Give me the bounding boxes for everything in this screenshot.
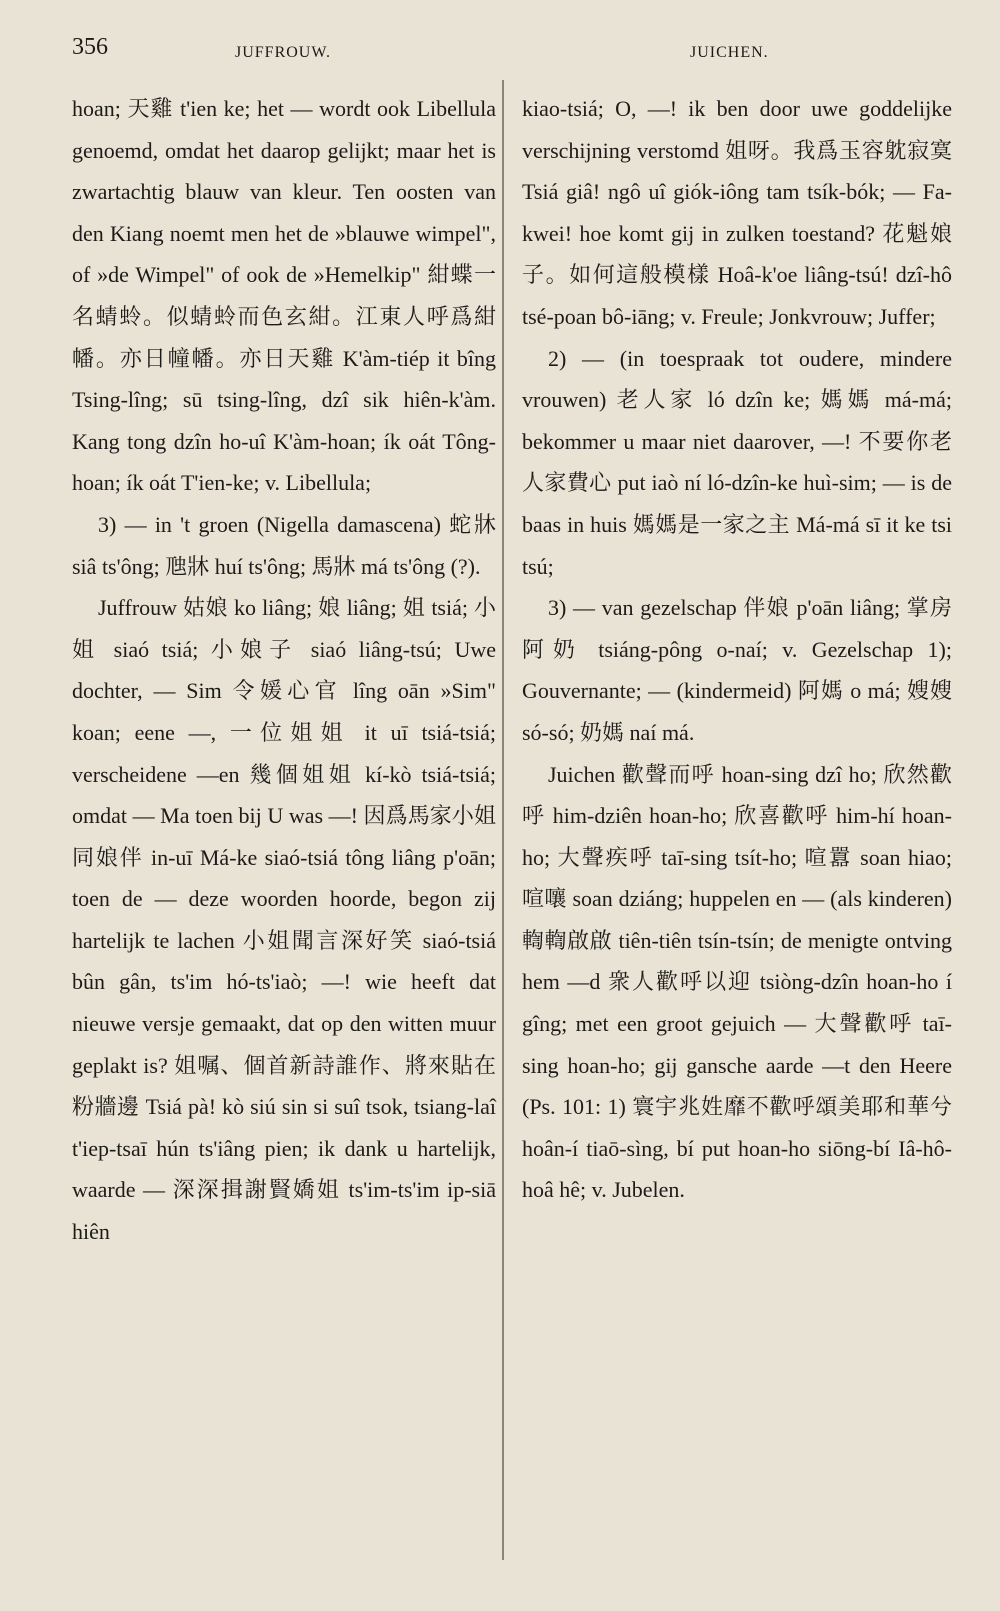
column-divider: [502, 80, 504, 1560]
left-column: [72, 88, 496, 1253]
entry-juffrouw: Juffrouw 姑娘 ko liâng; 娘 liâng; 姐 tsiá; 小姐 siaó tsiá; 小娘子 siaó liâng-tsú; Uwe dochter, — Sim 令媛心官 lîng oān »Sim" koan; eene —, 一位姐姐 it uī tsiá-tsiá; verscheidene —en 幾個姐姐 kí-kò tsiá-tsiá; omdat — Ma toen bij U was —! 因爲馬家小姐同娘伴 in-uī Má-ke siaó-tsiá tông liâng p'oān; toen de — deze woorden hoorde, begon zij hartelijk te lachen 小姐聞言深好笑 siaó-tsiá bûn gân, ts'im hó-ts'iaò; —! wie heeft dat nieuwe versje gemaakt, dat op den witten muur geplakt is? 姐嘱、個首新詩誰作、將來貼在粉牆邊 Tsiá pà! kò siú sin si suî tsok, tsiang-laî t'iep-tsaī hún ts'iâng pien; ik dank u hartelijk, waarde — 深深揖謝賢嬌姐 ts'im-ts'im ip-siā hiên: [72, 595, 496, 1245]
entry-continuation: hoan; 天雞 t'ien ke; het — wordt ook Libellula genoemd, omdat het daarop gelijkt; maar het is zwartachtig blauw van kleur. Ten oosten van den Kiang noemt men het de »blauwe wimpel", of »de Wimpel" of ook de »Hemelkip" 紺蝶一名蜻蛉。似蜻蛉而色玄紺。江東人呼爲紺幡。亦日幢幡。亦日天雞 K'àm-tiép it bîng Tsing-lîng; sū tsing-lîng, dzî sik hiên-k'àm. Kang tong dzîn ho-uî K'àm-hoan; ík oát Tông-hoan; ík oát T'ien-ke; v. Libellula;: [72, 96, 496, 496]
entry-juichen: Juichen 歡聲而呼 hoan-sing dzî ho; 欣然歡呼 him-dziên hoan-ho; 欣喜歡呼 him-hí hoan-ho; 大聲疾呼 taī-sing tsít-ho; 喧囂 soan hiao; 喧嚷 soan dziáng; huppelen en — (als kinderen) 輷輷啟啟 tiên-tiên tsín-tsín; de menigte ontving hem —d 衆人歡呼以迎 tsiòng-dzîn hoan-ho í gîng; met een groot gejuich — 大聲歡呼 taī-sing hoan-ho; gij gansche aarde —t den Heere (Ps. 101: 1) 寰宇兆姓靡不歡呼頌美耶和華兮 hoân-í tiaō-sìng, bí put hoan-ho siōng-bí Iâ-hô-hoâ hê; v. Jubelen.: [522, 761, 952, 1203]
running-head-right: JUICHEN.: [690, 44, 769, 61]
right-column: [522, 88, 952, 1211]
entry-continuation: kiao-tsiá; O, —! ik ben door uwe goddelijke verschijning verstomd 姐呀。我爲玉容躭寂寞 Tsiá giâ! ngô uî giók-iông tam tsík-bók; — Fa-kwei! hoe komt gij in zulken toestand? 花魁娘子。如何這般模樣 Hoâ-k'oe liâng-tsú! dzî-hô tsé-poan bô-iāng; v. Freule; Jonkvrouw; Juffer;: [522, 96, 952, 329]
entry-sense-3: 3) — in 't groen (Nigella damascena) 蛇牀 siâ ts'ông; 虺牀 huí ts'ông; 馬牀 má ts'ông (?).: [72, 511, 496, 579]
page-number: 356: [72, 34, 108, 60]
running-head-left: JUFFROUW.: [235, 44, 331, 61]
entry-sense-2: 2) — (in toespraak tot oudere, mindere vrouwen) 老人家 ló dzîn ke; 媽媽 má-má; bekommer u maar niet daarover, —! 不要你老人家費心 put iaò ní ló-dzîn-ke huì-sim; — is de baas in huis 媽媽是一家之主 Má-má sī it ke tsi tsú;: [522, 345, 952, 579]
entry-sense-3: 3) — van gezelschap 伴娘 p'oān liâng; 掌房阿奶 tsiáng-pông o-naí; v. Gezelschap 1); Gouvernante; — (kindermeid) 阿媽 o má; 嫂嫂 só-só; 奶媽 naí má.: [522, 595, 952, 745]
